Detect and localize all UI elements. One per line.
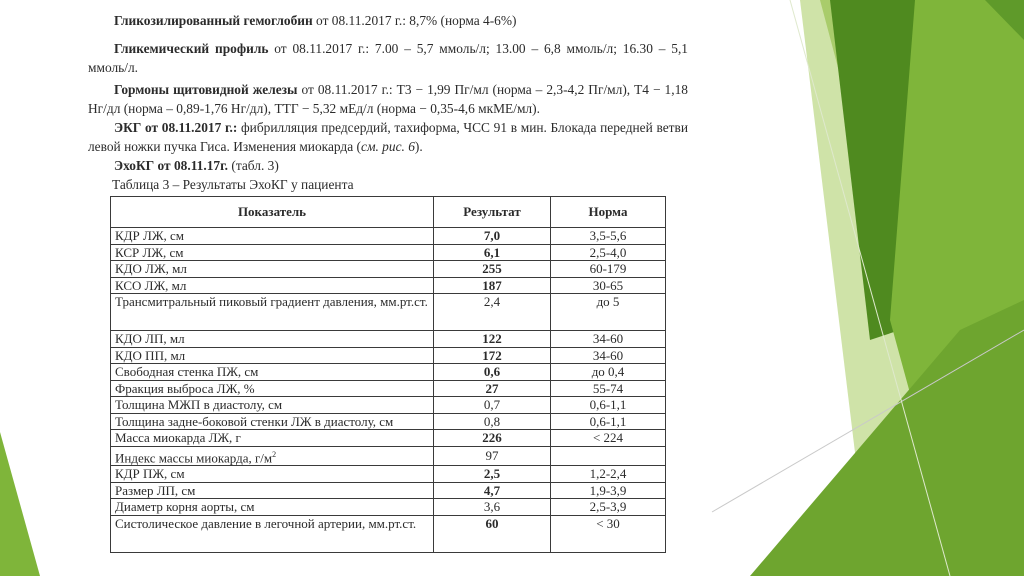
row-result: 172 — [434, 347, 551, 364]
table-row — [111, 277, 666, 294]
row-result: 60 — [434, 515, 551, 552]
row-result: 0,8 — [434, 413, 551, 430]
ecg-figure-ref: см. рис. 6 — [361, 138, 415, 154]
row-norm: < 30 — [551, 515, 666, 552]
row-norm: 2,5-4,0 — [551, 244, 666, 261]
table-header-row — [111, 197, 666, 228]
row-norm: до 0,4 — [551, 364, 666, 381]
ecg-end: ). — [414, 138, 423, 154]
row-norm: 0,6-1,1 — [551, 397, 666, 414]
row-result: 122 — [434, 331, 551, 348]
glycemic-text: от 08.11.2017 г.: 7.00 – 5,7 ммоль/л; 13.00 – 6,8 ммоль/л; 16.30 – 5,1 ммоль/л. — [88, 41, 688, 75]
paragraph-glycemic — [88, 40, 688, 77]
left-green-bar — [0, 432, 40, 576]
row-parameter: КДР ПЖ, см — [111, 466, 434, 483]
table-row — [111, 515, 666, 552]
table-row — [111, 244, 666, 261]
row-norm: 2,5-3,9 — [551, 499, 666, 516]
header-parameter: Показатель — [111, 197, 434, 228]
row-parameter: Размер ЛП, см — [111, 482, 434, 499]
thyroid-label: Гормоны щитовидной железы — [114, 82, 298, 97]
echo-results-table — [110, 196, 666, 553]
table-row — [111, 430, 666, 447]
glycemic-label: Гликемический профиль — [114, 41, 269, 56]
header-norm: Норма — [551, 197, 666, 228]
row-result: 255 — [434, 261, 551, 278]
hba1c-label: Гликозилированный гемоглобин — [114, 13, 313, 28]
row-norm: 34-60 — [551, 331, 666, 348]
hba1c-text: от 08.11.2017 г.: 8,7% (норма 4-6%) — [312, 13, 517, 28]
table-row — [111, 261, 666, 278]
table-caption: Таблица 3 – Результаты ЭхоКГ у пациента — [112, 177, 354, 192]
table-row — [111, 397, 666, 414]
thyroid-text: от 08.11.2017 г.: Т3 − 1,99 Пг/мл (норма – 2,3-4,2 Пг/мл), Т4 − 1,18 Нг/дл (норма – 0,89-1,76 Нг/дл), ТТГ − 5,32 мЕд/л (норма − 0,35-4,6 мкМЕ/мл). — [88, 82, 688, 116]
table-row — [111, 331, 666, 348]
row-parameter: КДР ЛЖ, см — [111, 228, 434, 245]
superscript: 2 — [272, 449, 277, 459]
row-norm: 0,6-1,1 — [551, 413, 666, 430]
row-norm: до 5 — [551, 294, 666, 331]
row-norm: 30-65 — [551, 277, 666, 294]
row-result: 2,5 — [434, 466, 551, 483]
row-result: 2,4 — [434, 294, 551, 331]
row-parameter: КДО ЛП, мл — [111, 331, 434, 348]
row-norm: 3,5-5,6 — [551, 228, 666, 245]
table-row — [111, 364, 666, 381]
row-parameter: КСР ЛЖ, см — [111, 244, 434, 261]
row-parameter: Диаметр корня аорты, см — [111, 499, 434, 516]
echo-label: ЭхоКГ от 08.11.17г. — [114, 158, 229, 173]
row-result: 97 — [434, 446, 551, 466]
row-parameter: Фракция выброса ЛЖ, % — [111, 380, 434, 397]
row-norm: 60-179 — [551, 261, 666, 278]
echo-text: (табл. 3) — [228, 158, 279, 173]
table-row — [111, 499, 666, 516]
row-parameter: Масса миокарда ЛЖ, г — [111, 430, 434, 447]
table-row — [111, 347, 666, 364]
row-result: 4,7 — [434, 482, 551, 499]
table-row — [111, 482, 666, 499]
row-parameter: Свободная стенка ПЖ, см — [111, 364, 434, 381]
paragraph-echo — [88, 157, 688, 176]
table-row — [111, 413, 666, 430]
row-parameter: Систолическое давление в легочной артерии, мм.рт.ст. — [111, 515, 434, 552]
row-parameter: Толщина задне-боковой стенки ЛЖ в диастолу, см — [111, 413, 434, 430]
row-parameter-text: Индекс массы миокарда, г/м — [115, 449, 273, 465]
row-parameter: КСО ЛЖ, мл — [111, 277, 434, 294]
row-result: 7,0 — [434, 228, 551, 245]
paragraph-hba1c — [88, 12, 688, 31]
row-norm: 1,9-3,9 — [551, 482, 666, 499]
paragraph-thyroid — [88, 81, 688, 118]
table-row — [111, 228, 666, 245]
table-row — [111, 380, 666, 397]
ecg-label: ЭКГ от 08.11.2017 г.: — [114, 120, 238, 135]
paragraph-ecg — [88, 119, 688, 156]
row-parameter: КДО ПП, мл — [111, 347, 434, 364]
row-result: 6,1 — [434, 244, 551, 261]
table-row — [111, 446, 666, 466]
row-parameter — [111, 446, 434, 466]
row-result: 0,7 — [434, 397, 551, 414]
row-result: 0,6 — [434, 364, 551, 381]
row-parameter: Толщина МЖП в диастолу, см — [111, 397, 434, 414]
row-norm: 55-74 — [551, 380, 666, 397]
row-result: 226 — [434, 430, 551, 447]
row-result: 27 — [434, 380, 551, 397]
ecg-text: фибрилляция предсердий, тахиформа, ЧСС 91 в мин. Блокада передней ветви левой ножки пучка Гиса. Изменения миокарда ( — [88, 120, 688, 154]
table-row — [111, 466, 666, 483]
row-norm — [551, 446, 666, 466]
header-result: Результат — [434, 197, 551, 228]
row-norm: 34-60 — [551, 347, 666, 364]
row-parameter: Трансмитральный пиковый градиент давления, мм.рт.ст. — [111, 294, 434, 331]
row-norm: 1,2-2,4 — [551, 466, 666, 483]
table-row — [111, 294, 666, 331]
row-parameter: КДО ЛЖ, мл — [111, 261, 434, 278]
row-result: 187 — [434, 277, 551, 294]
row-norm: < 224 — [551, 430, 666, 447]
row-result: 3,6 — [434, 499, 551, 516]
